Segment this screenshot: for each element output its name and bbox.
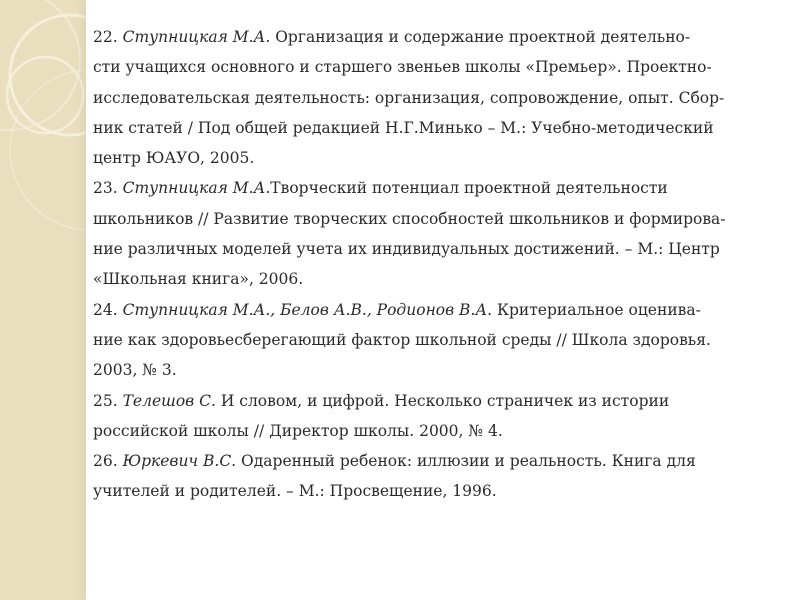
entry-line: ник статей / Под общей редакцией Н.Г.Минько – М.: Учебно-методический [93,118,714,137]
entry-text: Организация и содержание проектной деятельно- [270,28,691,46]
slide-page [86,0,800,600]
decorative-side-panel [0,0,86,600]
entry-text: И словом, и цифрой. Несколько страничек из истории [215,391,670,410]
bibliography-entry-23 [93,173,763,294]
entry-line: сти учащихся основного и старшего звеньев школы «Премьер». Проектно- [93,58,712,77]
decorative-circles-ornament [0,0,86,600]
bibliography-entry-22 [93,22,763,173]
entry-line [93,295,763,325]
bibliography-entry-26 [93,446,763,507]
entry-line [93,446,763,476]
entry-line: учителей и родителей. – М.: Просвещение, 1996. [93,482,497,501]
entry-line: центр ЮАУО, 2005. [93,149,255,168]
entry-author: Юркевич В.С. [122,452,237,471]
entry-number: 23. [93,179,123,198]
entry-line [93,22,763,52]
entry-author: Ступницкая М.А. [122,28,271,46]
entry-line: ние как здоровьесберегающий фактор школьной среды // Школа здоровья. [93,330,711,349]
entry-number: 24. [93,300,123,319]
bibliography-list [93,22,763,507]
entry-line: исследовательская деятельность: организация, сопровождение, опыт. Сбор- [93,88,725,107]
entry-line [93,386,763,416]
entry-line: «Школьная книга», 2006. [93,270,304,289]
entry-line [93,173,763,203]
bibliography-entry-24 [93,295,763,386]
entry-line: 2003, № 3. [93,361,177,380]
entry-author: Телешов С. [122,391,216,410]
bibliography-entry-25 [93,386,763,447]
entry-line: ние различных моделей учета их индивидуальных достижений. – М.: Центр [93,240,720,259]
entry-number: 22. [93,28,123,46]
entry-number: 26. [93,452,123,471]
entry-author: Ступницкая М.А. [122,179,271,198]
entry-number: 25. [93,391,123,410]
entry-text: Критериальное оценива- [492,300,701,319]
entry-line: российской школы // Директор школы. 2000, № 4. [93,421,503,440]
entry-text: Одаренный ребенок: иллюзии и реальность. Книга для [236,452,696,471]
entry-text: Творческий потенциал проектной деятельности [270,179,668,198]
entry-line: школьников // Развитие творческих способностей школьников и формирова- [93,209,726,228]
entry-author: Ступницкая М.А., Белов А.В., Родионов В.А. [122,300,493,319]
